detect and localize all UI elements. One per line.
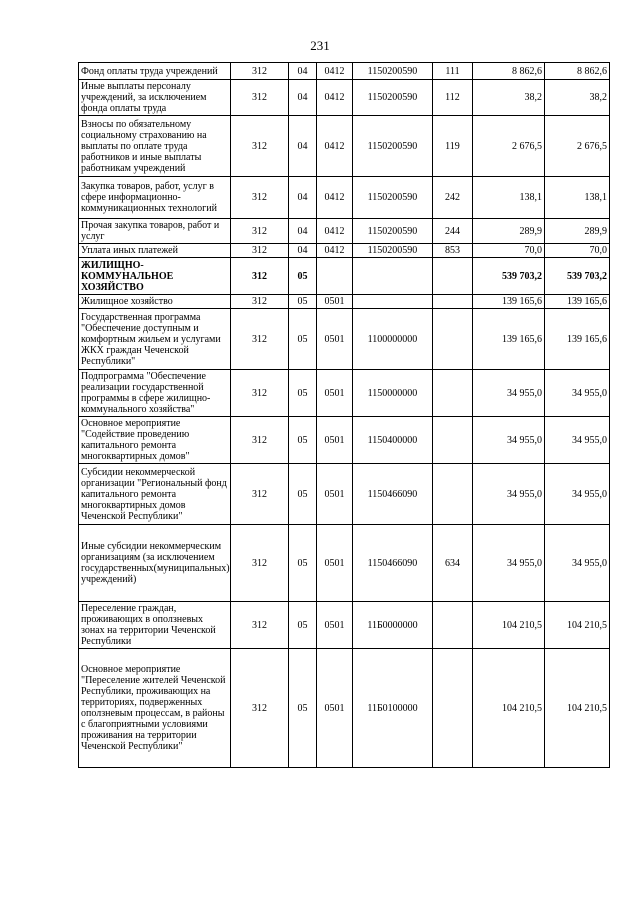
cell-vr (433, 295, 473, 309)
cell-ved: 312 (231, 295, 289, 309)
table-row (79, 244, 610, 258)
page-number: 231 (310, 38, 330, 53)
cell-csr: 1150200590 (353, 63, 433, 80)
cell-ved: 312 (231, 649, 289, 768)
cell-sum-1: 34 955,0 (473, 525, 545, 602)
cell-vr (433, 602, 473, 649)
cell-sum-1: 38,2 (473, 80, 545, 116)
cell-vr (433, 464, 473, 525)
table-row (79, 258, 610, 295)
cell-sum-2: 104 210,5 (545, 649, 610, 768)
cell-sum-1: 70,0 (473, 244, 545, 258)
cell-vr: 111 (433, 63, 473, 80)
cell-rz: 04 (289, 177, 317, 219)
row-name: ЖИЛИЩНО-КОММУНАЛЬНОЕ ХОЗЯЙСТВО (79, 258, 231, 295)
cell-ved: 312 (231, 464, 289, 525)
cell-ved: 312 (231, 177, 289, 219)
cell-ved: 312 (231, 370, 289, 417)
cell-sum-1: 8 862,6 (473, 63, 545, 80)
cell-csr (353, 295, 433, 309)
cell-sum-1: 139 165,6 (473, 309, 545, 370)
cell-sum-2: 539 703,2 (545, 258, 610, 295)
row-name: Подпрограмма "Обеспечение реализации государственной программы в сфере жилищно-коммунального хозяйства" (79, 370, 231, 417)
cell-csr: 1150466090 (353, 525, 433, 602)
cell-ved: 312 (231, 417, 289, 464)
cell-sum-1: 138,1 (473, 177, 545, 219)
row-name: Жилищное хозяйство (79, 295, 231, 309)
cell-pr (317, 258, 353, 295)
cell-pr: 0412 (317, 80, 353, 116)
cell-csr: 1150200590 (353, 116, 433, 177)
row-name: Уплата иных платежей (79, 244, 231, 258)
cell-vr: 244 (433, 219, 473, 244)
cell-ved: 312 (231, 63, 289, 80)
table-row (79, 219, 610, 244)
cell-pr: 0412 (317, 244, 353, 258)
table-row (79, 116, 610, 177)
table-body (79, 63, 610, 768)
cell-pr: 0501 (317, 370, 353, 417)
table-row (79, 649, 610, 768)
row-name: Основное мероприятие "Переселение жителей Чеченской Республики, проживающих на территориях, подверженных оползневым процессам, в районы с благоприятными условиями проживания на территории Чеченской Республики" (79, 649, 231, 768)
cell-rz: 05 (289, 370, 317, 417)
table-row (79, 295, 610, 309)
cell-ved: 312 (231, 602, 289, 649)
cell-csr: 1150200590 (353, 80, 433, 116)
table-row (79, 80, 610, 116)
table-row (79, 525, 610, 602)
cell-sum-1: 104 210,5 (473, 649, 545, 768)
cell-pr: 0412 (317, 116, 353, 177)
cell-sum-2: 139 165,6 (545, 295, 610, 309)
cell-pr: 0501 (317, 525, 353, 602)
cell-sum-2: 138,1 (545, 177, 610, 219)
cell-sum-2: 2 676,5 (545, 116, 610, 177)
cell-pr: 0412 (317, 63, 353, 80)
cell-vr (433, 258, 473, 295)
cell-rz: 04 (289, 80, 317, 116)
cell-csr: 1150200590 (353, 219, 433, 244)
cell-vr (433, 649, 473, 768)
cell-sum-2: 34 955,0 (545, 417, 610, 464)
cell-sum-2: 34 955,0 (545, 525, 610, 602)
table-row (79, 63, 610, 80)
table-row (79, 602, 610, 649)
cell-rz: 04 (289, 219, 317, 244)
cell-pr: 0412 (317, 177, 353, 219)
row-name: Иные выплаты персоналу учреждений, за исключением фонда оплаты труда (79, 80, 231, 116)
table-row (79, 309, 610, 370)
cell-csr: 11Б0100000 (353, 649, 433, 768)
cell-rz: 05 (289, 525, 317, 602)
cell-pr: 0501 (317, 464, 353, 525)
cell-vr (433, 309, 473, 370)
cell-rz: 05 (289, 602, 317, 649)
cell-rz: 05 (289, 464, 317, 525)
cell-ved: 312 (231, 219, 289, 244)
cell-ved: 312 (231, 309, 289, 370)
cell-sum-2: 34 955,0 (545, 370, 610, 417)
cell-vr: 119 (433, 116, 473, 177)
cell-rz: 05 (289, 258, 317, 295)
cell-csr: 1100000000 (353, 309, 433, 370)
cell-rz: 04 (289, 116, 317, 177)
cell-csr: 1150466090 (353, 464, 433, 525)
cell-sum-2: 70,0 (545, 244, 610, 258)
cell-rz: 05 (289, 309, 317, 370)
cell-sum-1: 139 165,6 (473, 295, 545, 309)
cell-sum-2: 139 165,6 (545, 309, 610, 370)
cell-rz: 04 (289, 244, 317, 258)
cell-ved: 312 (231, 244, 289, 258)
cell-pr: 0501 (317, 417, 353, 464)
cell-vr: 242 (433, 177, 473, 219)
cell-sum-1: 2 676,5 (473, 116, 545, 177)
cell-sum-1: 539 703,2 (473, 258, 545, 295)
cell-vr (433, 417, 473, 464)
cell-pr: 0501 (317, 602, 353, 649)
cell-csr: 1150000000 (353, 370, 433, 417)
cell-csr: 1150200590 (353, 177, 433, 219)
cell-ved: 312 (231, 116, 289, 177)
row-name: Прочая закупка товаров, работ и услуг (79, 219, 231, 244)
cell-pr: 0412 (317, 219, 353, 244)
cell-rz: 05 (289, 417, 317, 464)
table-row (79, 417, 610, 464)
row-name: Основное мероприятие "Содействие проведению капитального ремонта многоквартирных домов" (79, 417, 231, 464)
row-name: Субсидии некоммерческой организации "Региональный фонд капитального ремонта многоквартирных домов Чеченской Республики" (79, 464, 231, 525)
cell-sum-1: 289,9 (473, 219, 545, 244)
cell-ved: 312 (231, 258, 289, 295)
cell-vr (433, 370, 473, 417)
cell-sum-2: 38,2 (545, 80, 610, 116)
cell-sum-1: 34 955,0 (473, 417, 545, 464)
row-name: Иные субсидии некоммерческим организациям (за исключением государственных(муниципальных) учреждений) (79, 525, 231, 602)
cell-sum-1: 34 955,0 (473, 464, 545, 525)
cell-sum-2: 104 210,5 (545, 602, 610, 649)
cell-rz: 05 (289, 295, 317, 309)
cell-pr: 0501 (317, 295, 353, 309)
row-name: Государственная программа "Обеспечение доступным и комфортным жильем и услугами ЖКХ граждан Чеченской Республики" (79, 309, 231, 370)
budget-table (78, 62, 610, 768)
cell-sum-2: 34 955,0 (545, 464, 610, 525)
cell-csr (353, 258, 433, 295)
cell-pr: 0501 (317, 309, 353, 370)
cell-pr: 0501 (317, 649, 353, 768)
cell-rz: 04 (289, 63, 317, 80)
cell-rz: 05 (289, 649, 317, 768)
cell-sum-1: 34 955,0 (473, 370, 545, 417)
row-name: Фонд оплаты труда учреждений (79, 63, 231, 80)
table-row (79, 464, 610, 525)
row-name: Закупка товаров, работ, услуг в сфере информационно-коммуникационных технологий (79, 177, 231, 219)
row-name: Переселение граждан, проживающих в оползневых зонах на территории Чеченской Республики (79, 602, 231, 649)
cell-vr: 853 (433, 244, 473, 258)
cell-sum-1: 104 210,5 (473, 602, 545, 649)
cell-vr: 112 (433, 80, 473, 116)
cell-ved: 312 (231, 525, 289, 602)
row-name: Взносы по обязательному социальному страхованию на выплаты по оплате труда работников и иные выплаты работникам учреждений (79, 116, 231, 177)
table-row (79, 370, 610, 417)
cell-sum-2: 289,9 (545, 219, 610, 244)
cell-ved: 312 (231, 80, 289, 116)
cell-csr: 1150200590 (353, 244, 433, 258)
cell-csr: 1150400000 (353, 417, 433, 464)
table-row (79, 177, 610, 219)
cell-csr: 11Б0000000 (353, 602, 433, 649)
cell-vr: 634 (433, 525, 473, 602)
cell-sum-2: 8 862,6 (545, 63, 610, 80)
